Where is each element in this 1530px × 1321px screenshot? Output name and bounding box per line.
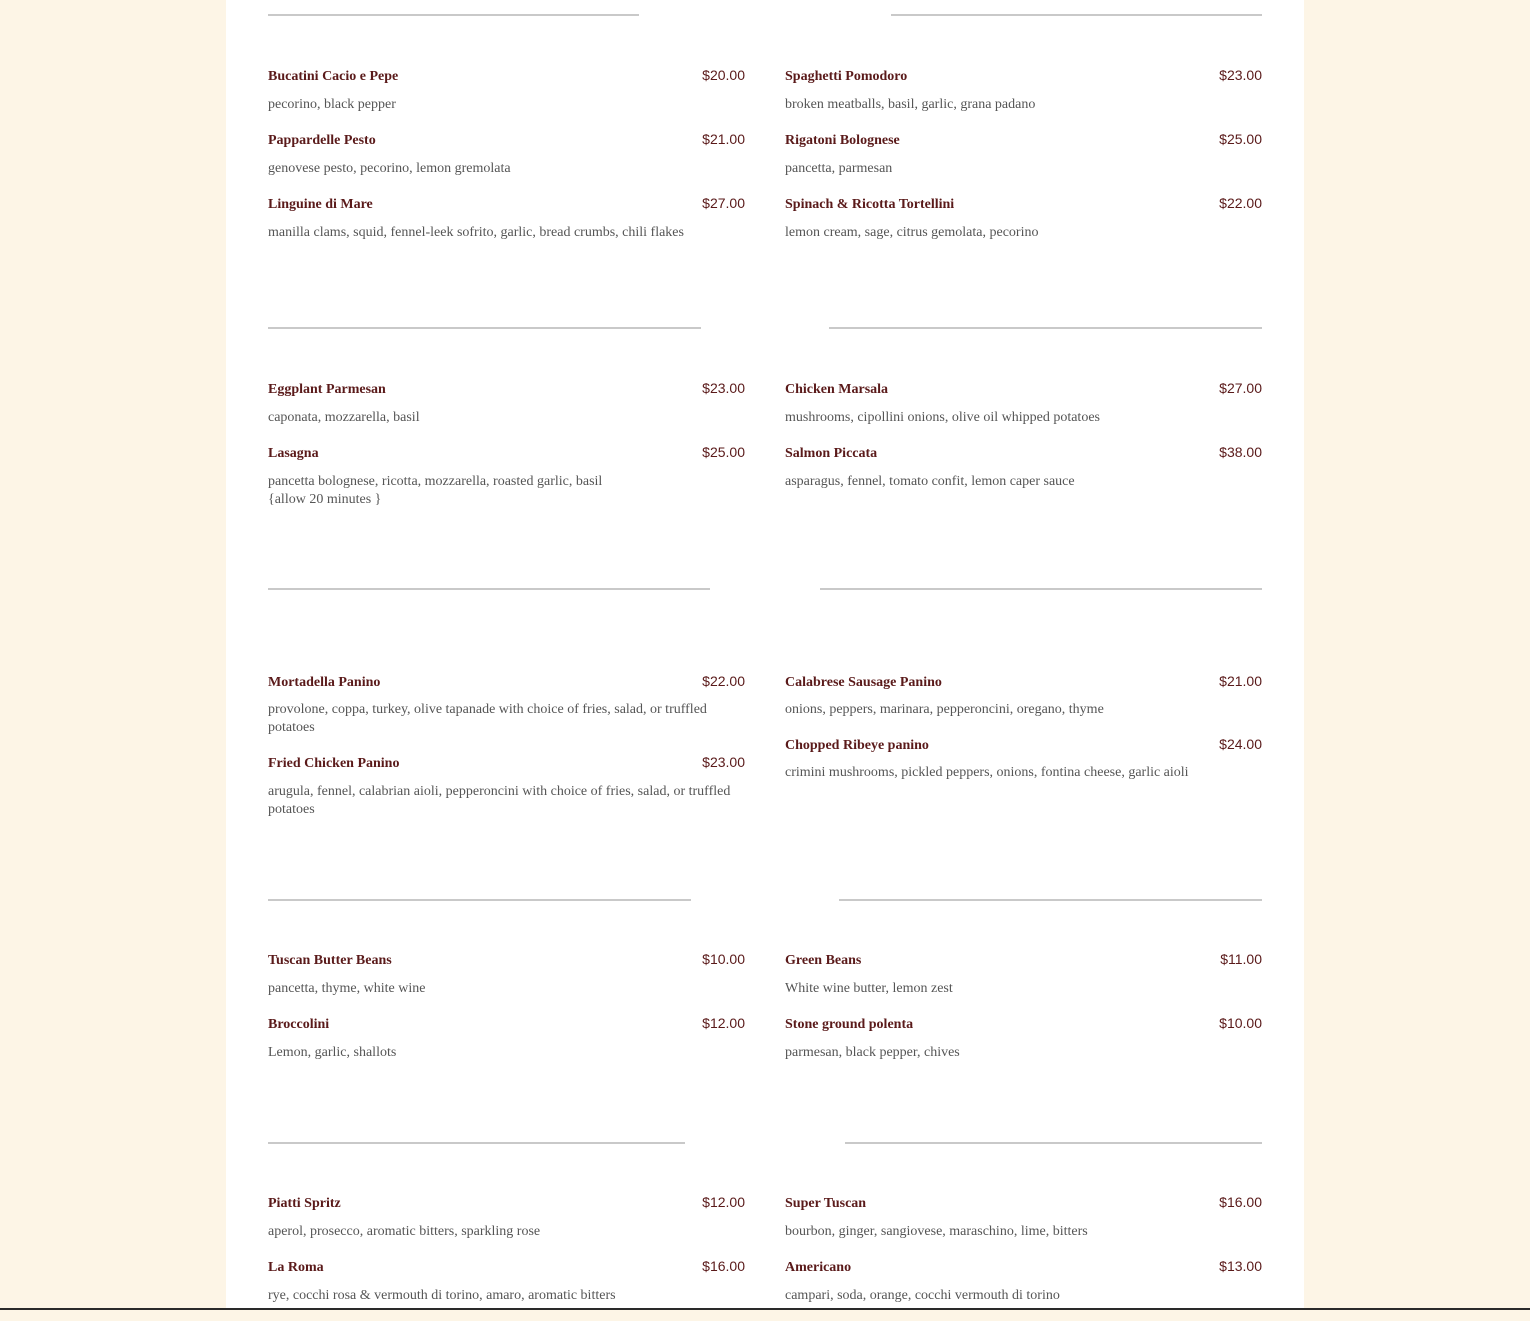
menu-column-left [268, 66, 745, 258]
item-price: $38.00 [1219, 444, 1262, 460]
menu-item [785, 672, 1262, 719]
item-description: bourbon, ginger, sangiovese, maraschino, lime, bitters [785, 1224, 1088, 1239]
item-name: Spinach & Ricotta Tortellini [785, 197, 955, 212]
menu-item [785, 194, 1262, 242]
item-description: caponata, mozzarella, basil [268, 410, 420, 425]
item-description: rye, cocchi rosa & vermouth di torino, amaro, aromatic bitters [268, 1288, 616, 1303]
item-name: Green Beans [785, 953, 862, 968]
item-description: mushrooms, cipollini onions, olive oil whipped potatoes [785, 410, 1100, 425]
item-description: White wine butter, lemon zest [785, 981, 953, 996]
item-description: pancetta, thyme, white wine [268, 981, 426, 996]
menu-item [785, 950, 1262, 998]
item-price: $23.00 [1219, 67, 1262, 83]
item-description: arugula, fennel, calabrian aioli, pepperoncini with choice of fries, salad, or truffled potatoes [268, 784, 731, 817]
item-name: Tuscan Butter Beans [268, 953, 392, 968]
menu-item [268, 443, 745, 509]
item-name: Linguine di Mare [268, 197, 373, 212]
item-name: Spaghetti Pomodoro [785, 69, 908, 84]
item-price: $12.00 [702, 1015, 745, 1031]
menu-item [268, 950, 745, 998]
menu-item [785, 379, 1262, 427]
item-name: Fried Chicken Panino [268, 756, 400, 771]
menu-item [268, 130, 745, 178]
item-description: asparagus, fennel, tomato confit, lemon caper sauce [785, 474, 1075, 489]
item-price: $27.00 [702, 195, 745, 211]
menu-section [268, 588, 1262, 817]
menu-column-left [268, 950, 745, 1078]
divider-line-right [820, 588, 1262, 590]
menu-column-left [268, 1193, 745, 1321]
item-name: Broccolini [268, 1017, 330, 1032]
menu-item [268, 1014, 745, 1062]
item-description: lemon cream, sage, citrus gemolata, pecorino [785, 225, 1039, 240]
menu-item [785, 130, 1262, 178]
menu-item [268, 1257, 745, 1305]
divider-line-left [268, 899, 691, 901]
menu-item [785, 1257, 1262, 1305]
item-price: $16.00 [1219, 1194, 1262, 1210]
item-name: Americano [785, 1260, 852, 1275]
menu-item [268, 379, 745, 427]
item-name: Chicken Marsala [785, 382, 889, 397]
divider-line-left [268, 327, 701, 329]
divider-line-left [268, 1142, 685, 1144]
menu-section [268, 14, 1262, 240]
item-price: $24.00 [1219, 736, 1262, 752]
item-description: parmesan, black pepper, chives [785, 1045, 960, 1060]
item-description: onions, peppers, marinara, pepperoncini, oregano, thyme [785, 702, 1104, 717]
item-description: pancetta, parmesan [785, 161, 893, 176]
menu-column-right [785, 672, 1262, 835]
item-description: pancetta bolognese, ricotta, mozzarella, roasted garlic, basil {allow 20 minutes } [268, 474, 603, 507]
item-price: $22.00 [1219, 195, 1262, 211]
item-price: $21.00 [702, 131, 745, 147]
item-price: $23.00 [702, 754, 745, 770]
item-name: Chopped Ribeye panino [785, 738, 929, 753]
item-name: Salmon Piccata [785, 446, 878, 461]
divider-line-right [845, 1142, 1262, 1144]
item-price: $16.00 [702, 1258, 745, 1274]
item-price: $10.00 [702, 951, 745, 967]
section-divider [268, 588, 1262, 590]
item-description: Lemon, garlic, shallots [268, 1045, 397, 1060]
item-name: Super Tuscan [785, 1196, 867, 1211]
section-divider [268, 899, 1262, 901]
item-price: $27.00 [1219, 380, 1262, 396]
item-name: Piatti Spritz [268, 1196, 341, 1211]
item-description: crimini mushrooms, pickled peppers, onions, fontina cheese, garlic aioli [785, 765, 1189, 780]
item-price: $25.00 [1219, 131, 1262, 147]
item-price: $23.00 [702, 380, 745, 396]
item-price: $12.00 [702, 1194, 745, 1210]
item-price: $22.00 [702, 673, 745, 689]
menu-section [268, 1142, 1262, 1303]
menu-item [268, 194, 745, 242]
item-name: Mortadella Panino [268, 675, 381, 690]
item-description: provolone, coppa, turkey, olive tapanade with choice of fries, salad, or truffled potatoes [268, 702, 707, 735]
divider-line-left [268, 14, 639, 16]
menu-item [268, 1193, 745, 1241]
item-price: $20.00 [702, 67, 745, 83]
divider-line-right [891, 14, 1262, 16]
menu-section [268, 327, 1262, 507]
item-description: aperol, prosecco, aromatic bitters, sparkling rose [268, 1224, 541, 1239]
item-name: Lasagna [268, 446, 319, 461]
menu-column-right [785, 950, 1262, 1078]
item-description: campari, soda, orange, cocchi vermouth di torino [785, 1288, 1060, 1303]
menu-item [268, 672, 745, 737]
divider-line-left [268, 588, 710, 590]
item-description: genovese pesto, pecorino, lemon gremolata [268, 161, 511, 176]
item-name: Pappardelle Pesto [268, 133, 376, 148]
menu-page [226, 0, 1304, 1310]
menu-column-left [268, 379, 745, 525]
item-name: Eggplant Parmesan [268, 382, 386, 397]
menu-item [785, 1014, 1262, 1062]
item-name: Rigatoni Bolognese [785, 133, 900, 148]
menu-column-left [268, 672, 745, 835]
section-divider [268, 1142, 1262, 1144]
menu-item [268, 753, 745, 819]
menu-column-right [785, 66, 1262, 258]
menu-section [268, 899, 1262, 1060]
item-description: pecorino, black pepper [268, 97, 396, 112]
item-price: $11.00 [1220, 951, 1262, 967]
menu-item [785, 443, 1262, 491]
item-name: La Roma [268, 1260, 324, 1275]
menu-item [785, 66, 1262, 114]
divider-line-right [829, 327, 1262, 329]
item-price: $13.00 [1219, 1258, 1262, 1274]
item-price: $25.00 [702, 444, 745, 460]
menu-item [785, 1193, 1262, 1241]
menu-item [785, 735, 1262, 782]
item-name: Bucatini Cacio e Pepe [268, 69, 399, 84]
item-description: manilla clams, squid, fennel-leek sofrito, garlic, bread crumbs, chili flakes [268, 225, 684, 240]
section-divider [268, 327, 1262, 329]
menu-item [268, 66, 745, 114]
item-price: $21.00 [1219, 673, 1262, 689]
item-description: broken meatballs, basil, garlic, grana padano [785, 97, 1036, 112]
item-name: Stone ground polenta [785, 1017, 914, 1032]
section-divider [268, 14, 1262, 16]
menu-column-right [785, 1193, 1262, 1321]
divider-line-right [839, 899, 1262, 901]
menu-column-right [785, 379, 1262, 525]
item-name: Calabrese Sausage Panino [785, 675, 942, 690]
item-price: $10.00 [1219, 1015, 1262, 1031]
